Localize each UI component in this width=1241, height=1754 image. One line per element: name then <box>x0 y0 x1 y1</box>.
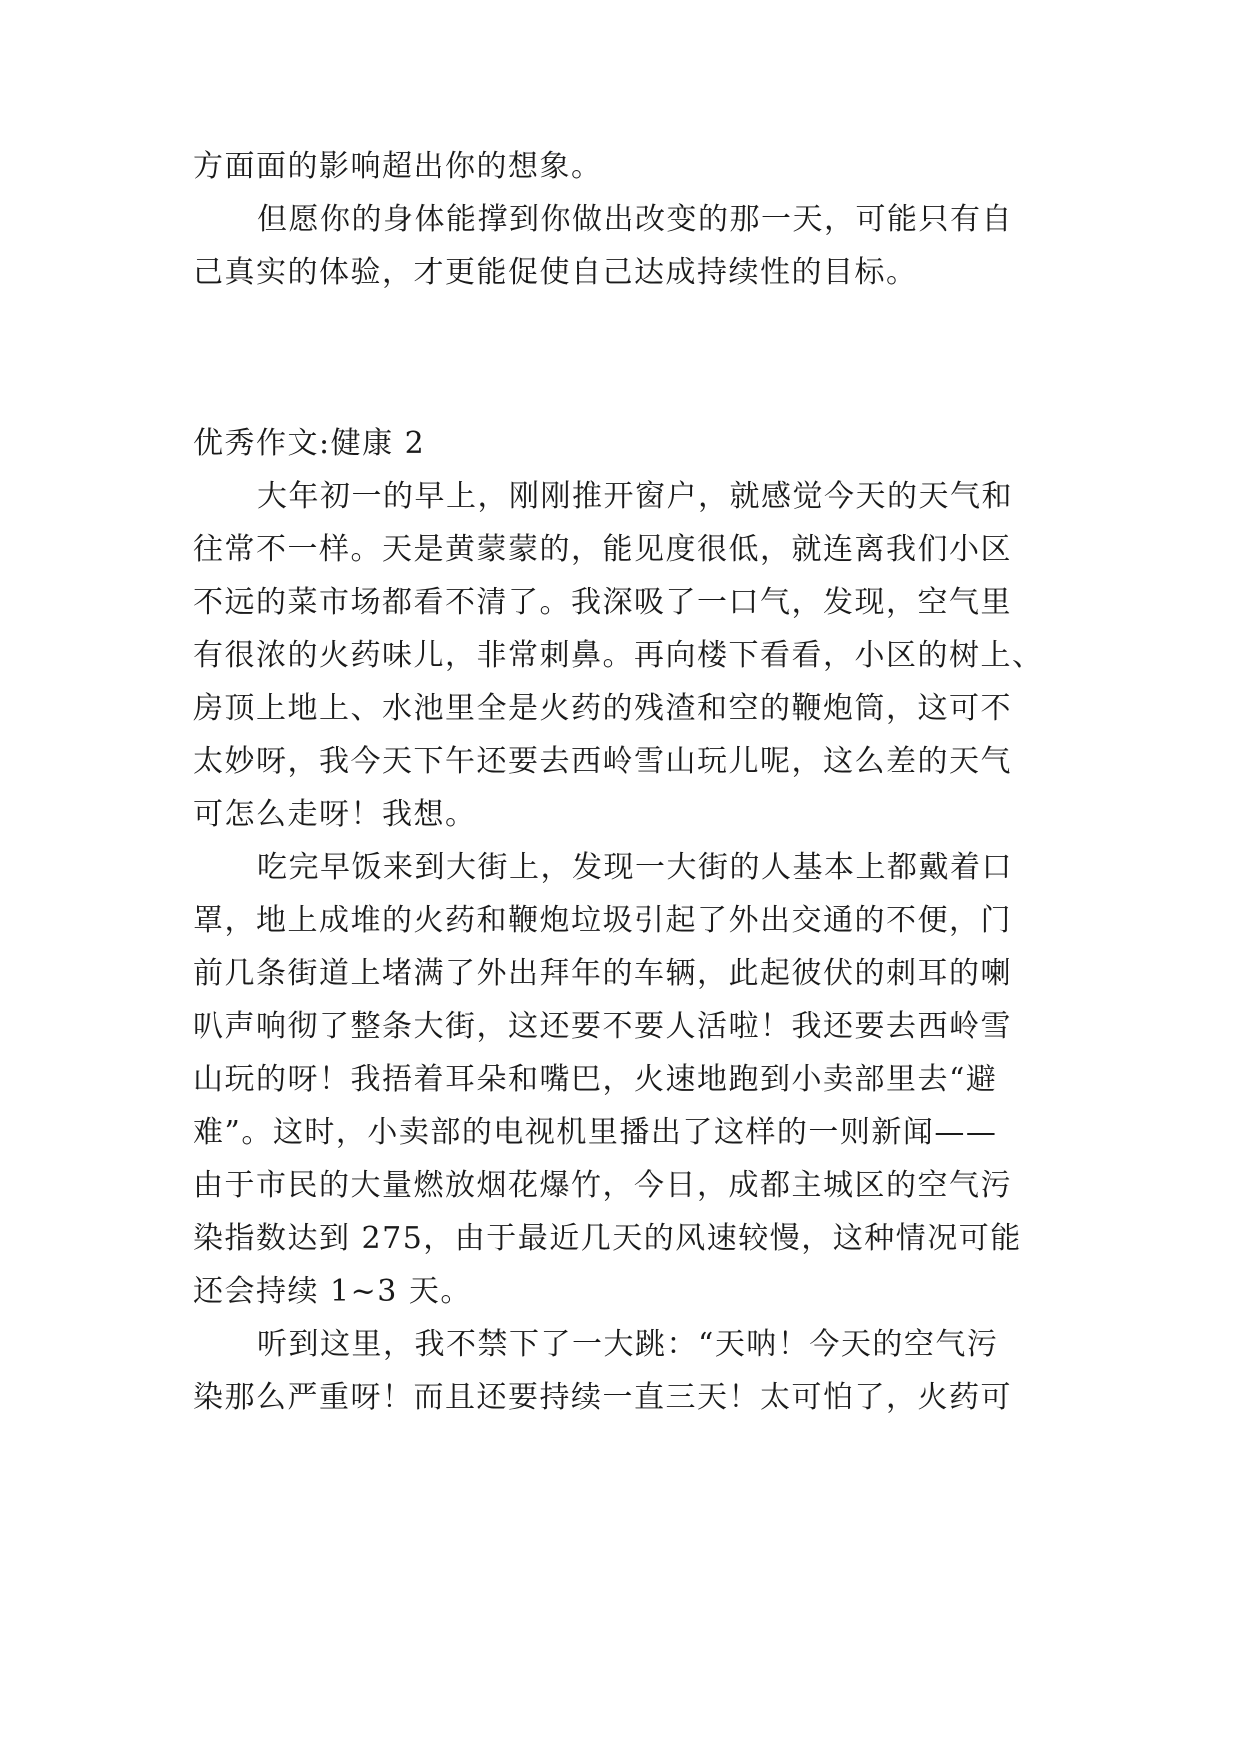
text-line: 己真实的体验，才更能促使自己达成持续性的目标。 <box>193 255 918 290</box>
text-line: 可怎么走呀！我想。 <box>193 797 477 832</box>
section-title: 优秀作文:健康 2 <box>193 426 426 461</box>
text-line: 罩，地上成堆的火药和鞭炮垃圾引起了外出交通的不便，门 <box>193 903 1012 938</box>
text-line: 听到这里，我不禁下了一大跳：“天呐！今天的空气污 <box>257 1327 999 1362</box>
text-line: 由于市民的大量燃放烟花爆竹，今日，成都主城区的空气污 <box>193 1168 1012 1203</box>
text-line: 方面面的影响超出你的想象。 <box>193 149 603 184</box>
text-line: 不远的菜市场都看不清了。我深吸了一口气，发现，空气里 <box>193 585 1012 620</box>
text-line: 前几条街道上堵满了外出拜年的车辆，此起彼伏的刺耳的喇 <box>193 956 1012 991</box>
text-line: 染那么严重呀！而且还要持续一直三天！太可怕了，火药可 <box>193 1380 1012 1415</box>
text-line: 还会持续 1~3 天。 <box>193 1274 472 1309</box>
text-line: 房顶上地上、水池里全是火药的残渣和空的鞭炮筒，这可不 <box>193 691 1012 726</box>
text-line: 大年初一的早上，刚刚推开窗户，就感觉今天的天气和 <box>257 479 1013 514</box>
text-line: 太妙呀，我今天下午还要去西岭雪山玩儿呢，这么差的天气 <box>193 744 1012 779</box>
text-line: 有很浓的火药味儿，非常刺鼻。再向楼下看看，小区的树上、 <box>193 638 1044 673</box>
text-line: 难”。这时，小卖部的电视机里播出了这样的一则新闻—— <box>193 1115 998 1150</box>
text-line: 山玩的呀！我捂着耳朵和嘴巴，火速地跑到小卖部里去“避 <box>193 1062 998 1097</box>
text-line: 吃完早饭来到大街上，发现一大街的人基本上都戴着口 <box>257 850 1013 885</box>
text-line: 叭声响彻了整条大街，这还要不要人活啦！我还要去西岭雪 <box>193 1009 1012 1044</box>
text-line: 往常不一样。天是黄蒙蒙的，能见度很低，就连离我们小区 <box>193 532 1012 567</box>
text-line: 但愿你的身体能撑到你做出改变的那一天，可能只有自 <box>257 202 1013 237</box>
text-line: 染指数达到 275，由于最近几天的风速较慢，这种情况可能 <box>193 1221 1022 1256</box>
